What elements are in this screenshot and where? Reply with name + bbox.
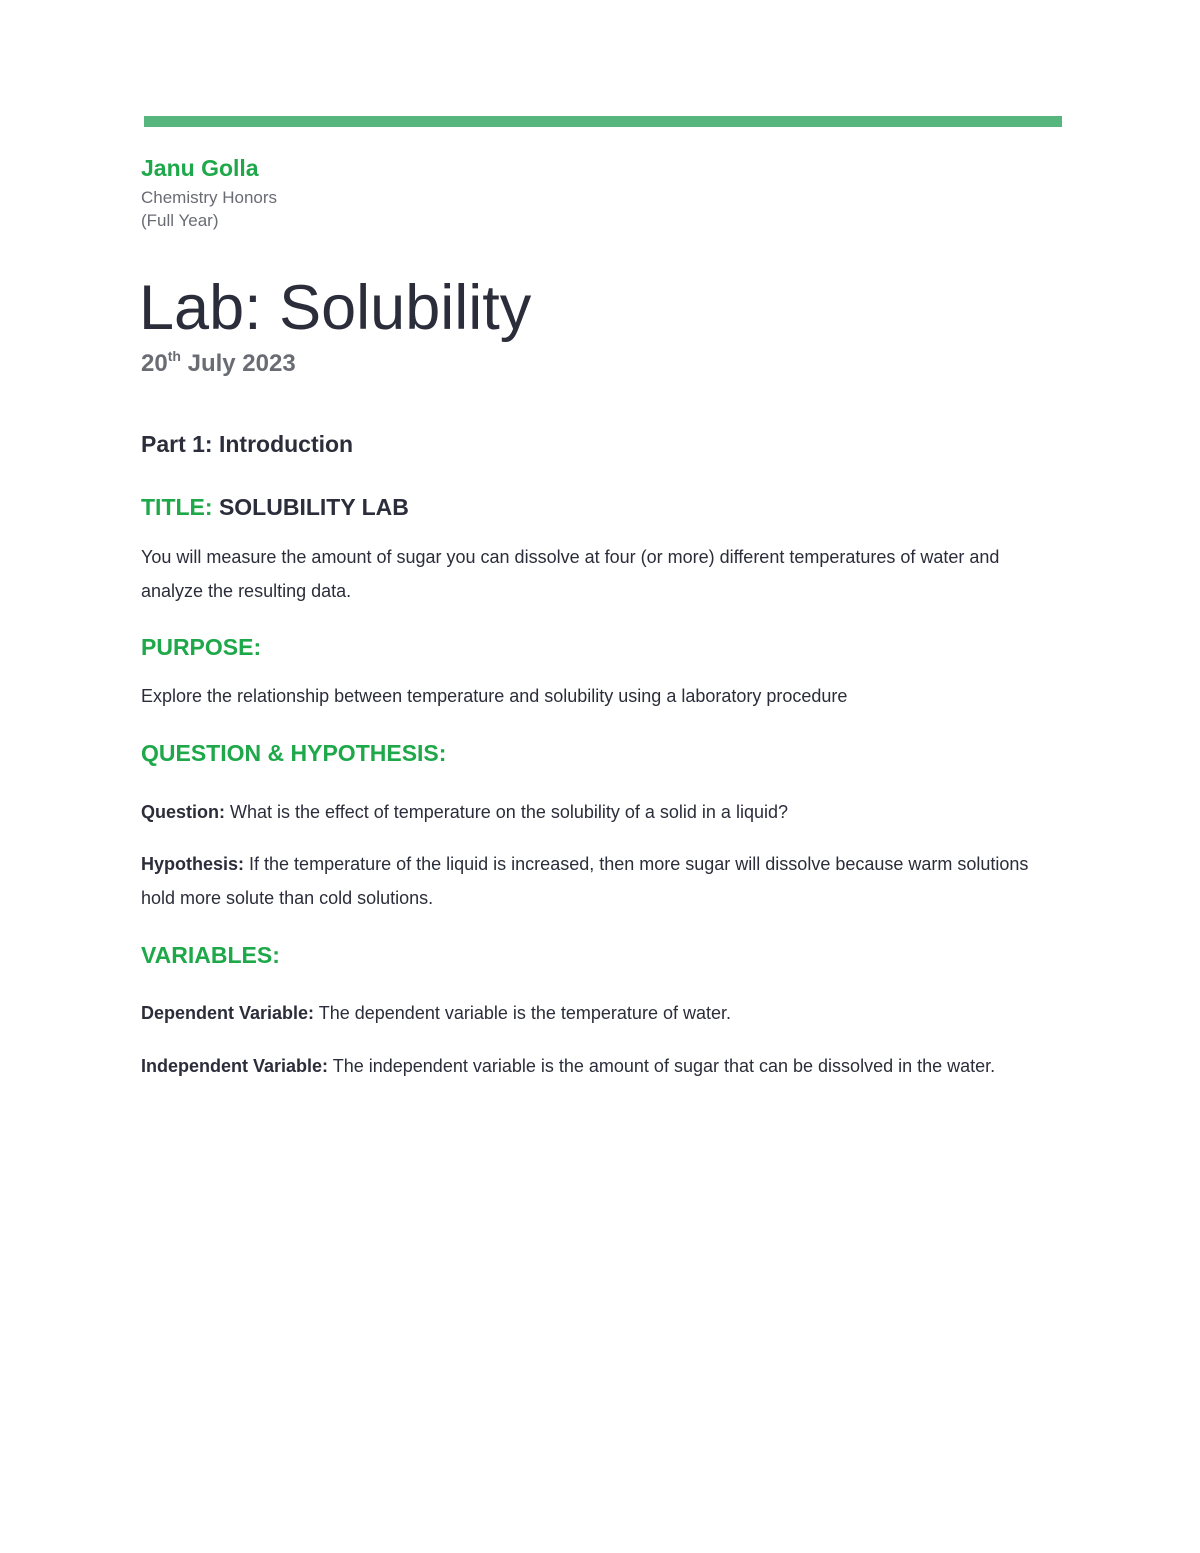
document-title: Lab: Solubility [139,273,532,343]
question-hypothesis-heading: QUESTION & HYPOTHESIS: [141,740,447,766]
independent-variable-paragraph [141,1049,1066,1083]
dependent-variable-label: Dependent Variable: [141,1003,315,1023]
question-paragraph [141,795,1066,829]
title-value: SOLUBILITY LAB [218,494,409,520]
independent-variable-label: Independent Variable: [141,1056,329,1076]
dependent-variable-text: The dependent variable is the temperature of water. [314,1003,731,1023]
hypothesis-paragraph [141,847,1066,915]
course-info [141,186,277,232]
title-label: TITLE: [141,494,219,520]
hypothesis-label: Hypothesis: [141,854,245,874]
title-section-heading [141,494,409,521]
course-term: (Full Year) [141,211,219,230]
title-section-body: You will measure the amount of sugar you can dissolve at four (or more) different temperatures of water and analyze the resulting data. [141,547,1000,601]
part-heading: Part 1: Introduction [141,431,354,457]
variables-heading: VARIABLES: [141,942,280,968]
date-suffix: th [167,348,181,364]
author-name: Janu Golla [141,155,259,181]
question-label: Question: [141,802,225,822]
purpose-heading: PURPOSE: [141,634,262,660]
purpose-body: Explore the relationship between temperature and solubility using a laboratory procedure [141,686,848,706]
hypothesis-text: If the temperature of the liquid is increased, then more sugar will dissolve because warm solutions hold more solute than cold solutions. [141,854,1029,908]
date-month-year: July 2023 [180,350,296,377]
course-name: Chemistry Honors [141,188,278,207]
header-accent-rule [144,116,1062,127]
independent-variable-text: The independent variable is the amount of sugar that can be dissolved in the water. [328,1056,996,1076]
document-date [141,350,296,378]
date-day: 20 [141,350,168,377]
dependent-variable-paragraph [141,996,1066,1030]
question-text: What is the effect of temperature on the solubility of a solid in a liquid? [225,802,788,822]
